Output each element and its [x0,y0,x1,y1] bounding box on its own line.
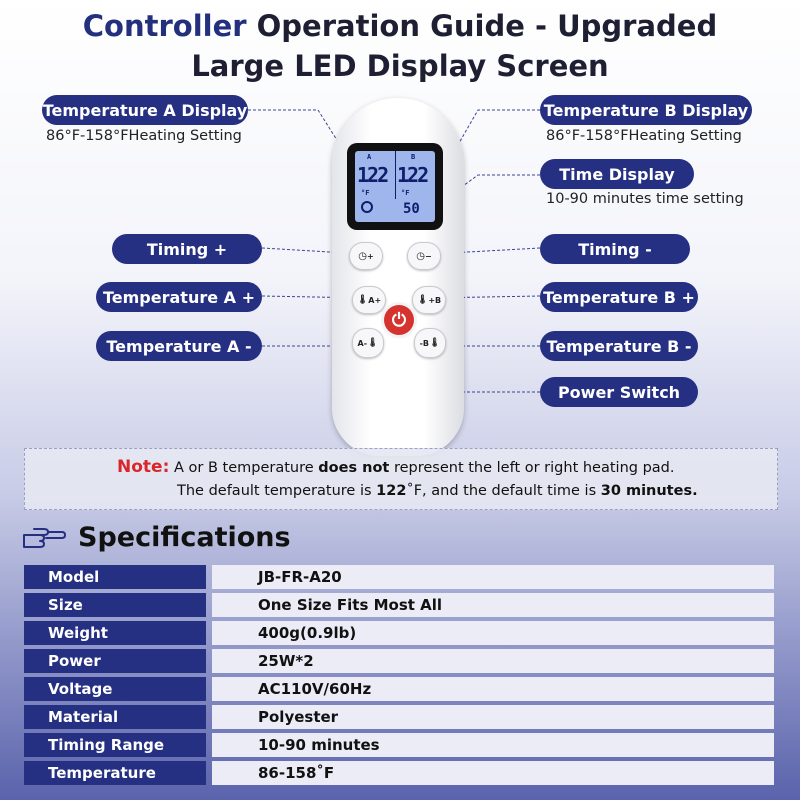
spec-row [24,733,774,757]
temp-b-minus-label: Temperature B - [540,331,698,361]
lcd-a-label: A [367,153,372,161]
temp-b-minus-button[interactable] [414,328,446,358]
timer-icon: ◷ [358,250,368,262]
spec-key: Timing Range [24,733,206,757]
note-line-1 [117,457,674,477]
note-line-2 [177,483,698,499]
note-line-2-a: The default temperature is [177,483,377,499]
temp-a-plus-label: Temperature A + [96,282,262,312]
time-range-text: 10-90 minutes time setting [546,191,744,207]
lcd-b-label: B [411,153,416,161]
timing-plus-glyph: + [367,251,374,261]
lcd-unit-a: °F [361,189,370,197]
spec-key: Material [24,705,206,729]
spec-key: Size [24,593,206,617]
temp-a-range-text: 86°F-158°FHeating Setting [46,128,242,144]
timing-minus-button[interactable] [407,242,441,270]
spec-row [24,705,774,729]
temp-b-display-label: Temperature B Display [540,95,752,125]
specifications-header [22,517,291,557]
lcd-temp-b: 122 [397,163,428,187]
temp-b-plus-label: Temperature B + [540,282,698,312]
timer-icon: ◷ [416,250,426,262]
power-button[interactable] [384,305,414,335]
temp-a-minus-button[interactable] [352,328,384,358]
note-line-2-bold-time: 30 minutes. [600,483,698,499]
temp-b-range-text: 86°F-158°FHeating Setting [546,128,742,144]
spec-value: JB-FR-A20 [212,565,774,589]
spec-row [24,565,774,589]
spec-row [24,761,774,785]
power-switch-label: Power Switch [540,377,698,407]
thermometer-icon: 🌡 [416,295,429,305]
temp-a-minus-glyph: A- [357,338,368,348]
spec-key: Temperature [24,761,206,785]
thermometer-icon: 🌡 [367,338,379,348]
spec-value: AC110V/60Hz [212,677,774,701]
spec-key: Power [24,649,206,673]
note-line-2-bold-temp: 122 [376,483,407,499]
spec-row [24,677,774,701]
spec-row [24,649,774,673]
note-line-1-a: A or B temperature [169,460,319,476]
temp-b-plus-glyph: +B [428,295,442,305]
spec-value: One Size Fits Most All [212,593,774,617]
note-line-1-bold: does not [318,460,390,476]
spec-row [24,621,774,645]
specifications-title: Specifications [78,521,291,553]
power-icon: ⏻ [391,309,407,331]
title-accent: Controller [82,9,247,43]
temp-b-minus-glyph: -B [419,338,429,348]
lcd-divider [395,151,396,199]
thermometer-icon: 🌡 [356,295,369,305]
title-line-2: Large LED Display Screen [191,49,609,83]
spec-key: Weight [24,621,206,645]
spec-value: 86-158˚F [212,761,774,785]
temp-b-plus-button[interactable] [412,286,446,314]
note-box [24,448,778,510]
spec-value: 25W*2 [212,649,774,673]
note-line-1-b: represent the left or right heating pad. [389,460,675,476]
temp-a-display-label: Temperature A Display [42,95,248,125]
temp-a-plus-button[interactable] [352,286,386,314]
lcd-screen [355,151,435,222]
timing-plus-button[interactable] [349,242,383,270]
time-display-label: Time Display [540,159,694,189]
lcd-clock-icon [361,201,373,213]
lcd-unit-b: °F [401,189,410,197]
note-label: Note: [117,457,170,477]
pointing-hand-icon [22,523,66,551]
title-line-1-rest: Operation Guide - Upgraded [246,9,718,43]
note-line-2-b: ˚F, and the default time is [406,483,601,499]
spec-value: 400g(0.9lb) [212,621,774,645]
timing-minus-glyph: − [425,251,432,261]
thermometer-icon: 🌡 [428,338,441,348]
lcd-temp-a: 122 [357,163,388,187]
temp-a-minus-label: Temperature A - [96,331,262,361]
timing-minus-label: Timing - [540,234,690,264]
spec-value: Polyester [212,705,774,729]
lcd-time: 50 [403,201,420,217]
temp-a-plus-glyph: A+ [368,295,382,305]
spec-row [24,593,774,617]
timing-plus-label: Timing + [112,234,262,264]
spec-key: Model [24,565,206,589]
spec-key: Voltage [24,677,206,701]
spec-value: 10-90 minutes [212,733,774,757]
